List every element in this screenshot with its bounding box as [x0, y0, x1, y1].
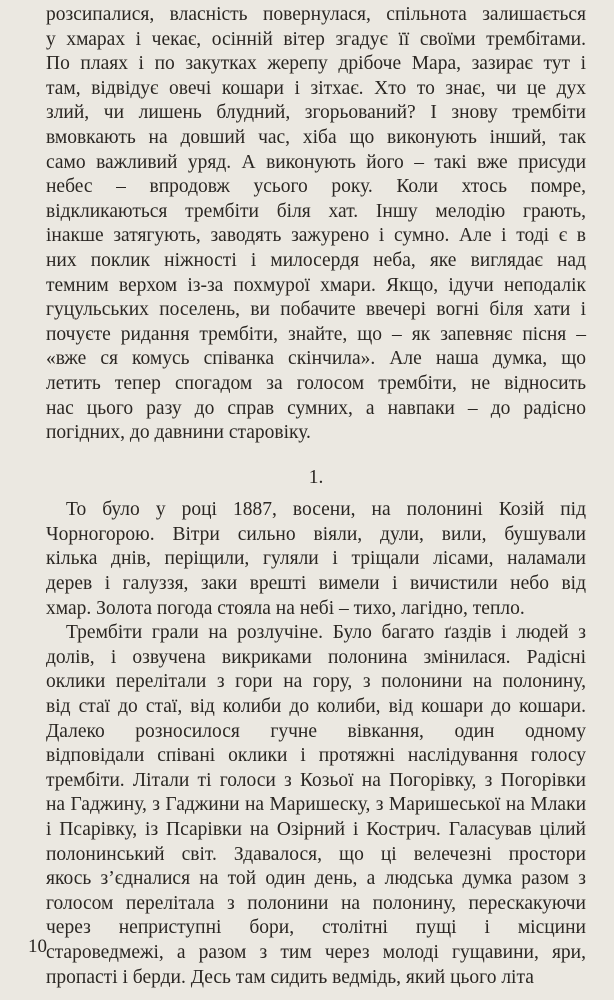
text-line: відповідали співані оклики і протяжні наслідування голосу	[46, 745, 586, 767]
text-line: від стаї до стаї, від колиби до колиби, від кошари до кошари.	[46, 696, 586, 718]
text-line: почуєте ридання трембіти, знайте, що – як запевняє пісня –	[46, 323, 586, 345]
text-line: летить тепер спогадом за голосом трембіти, не відносить	[46, 372, 586, 394]
text-line: вмовкають на довший час, хіба що виконують інший, так	[46, 126, 586, 148]
text-line: і Псарівку, із Псарівки на Озірний і Кострич. Галасував цілий	[46, 819, 586, 840]
paragraph	[46, 498, 586, 621]
text-line: темним верхом із-за похмурої хмари. Якщо, ідучи неподалік	[46, 274, 586, 296]
text-line: розсипалися, власність повернулася, спільнота залишається	[46, 4, 586, 25]
text-line: Чорногорою. Вітри сильно віяли, дули, вили, бушували	[46, 523, 586, 545]
body-text	[46, 3, 586, 990]
text-line: на Гаджину, з Гаджини на Маришеску, з Маришеської на Млаки	[46, 794, 586, 816]
text-line: інакше затягують, заводять зажурено і сумно. Але і тоді є в	[46, 225, 586, 247]
text-line: То було у році 1887, восени, на полонині Козій під	[66, 499, 586, 521]
text-line: долів, і озвучена викриками полонина змінилася. Радісні	[46, 646, 586, 668]
text-line: Трембіти грали на розлучіне. Було багато ґаздів і людей з	[66, 622, 586, 644]
text-line: оклики перелітали з гори на гору, з полонини на полонину,	[46, 671, 586, 693]
text-line: полонинський світ. Здавалося, що ці велечезні простори	[46, 843, 586, 865]
text-line: староведмежі, а разом з тим через молоді гущавини, яри,	[46, 941, 586, 963]
text-line: Далеко розносилося гучне вівкання, один одному	[46, 720, 586, 742]
text-line: пропасті і берди. Десь там сидить ведмідь, який цього літа	[46, 966, 534, 988]
section-heading: 1.	[308, 466, 324, 488]
text-line: якось з’єдналися на той один день, а людська думка разом з	[46, 868, 586, 890]
text-line: небес – впродовж усього року. Коли хтось помре,	[46, 176, 586, 198]
text-line: гуцульських поселень, ви побачите ввечері вогні біля хати і	[46, 299, 586, 321]
text-block-bottom	[46, 498, 586, 990]
text-block-top	[46, 3, 586, 446]
text-line: трембіти. Літали ті голоси з Козьої на Погорівку, з Погорівки	[46, 769, 586, 791]
text-line: По плаях і по закутках жерепу дрібоче Мара, зазирає тут і	[46, 53, 586, 75]
text-line: дерев і галуззя, заки врешті вимели і вичистили небо від	[46, 573, 586, 595]
page-number: 10	[28, 936, 47, 957]
text-line: само важливий уряд. А виконують його – такі вже присуди	[46, 151, 586, 173]
text-line: там, відвідує овечі кошари і зітхає. Хто то знає, чи це дух	[46, 77, 586, 99]
text-line: погідних, до давнини старовіку.	[46, 422, 311, 444]
text-line: злий, чи лишень блудний, згорьований? І знову трембіти	[46, 102, 586, 124]
text-line: голосом перелітала з полонини на полонину, перескакуючи	[46, 892, 586, 914]
text-line: них поклик ніжності і милосердя неба, яке виглядає над	[46, 249, 586, 271]
text-line: відкликаються трембіти біля хат. Іншу мелодію грають,	[46, 200, 586, 222]
text-line: у хмарах і чекає, осінній вітер згадує її своїми трембітами.	[46, 28, 586, 50]
text-line: хмар. Золота погода стояла на небі – тихо, лагідно, тепло.	[46, 597, 525, 619]
text-line: через неприступні бори, столітні пущі і місцини	[46, 917, 586, 939]
text-line: нас цього разу до справ сумних, а навпаки – до радісно	[46, 397, 586, 419]
paragraph	[46, 3, 586, 446]
text-line: кілька днів, періщили, гуляли і тріщали лісами, наламали	[46, 548, 586, 570]
paragraph	[46, 621, 586, 990]
text-line: «вже ся комусь співанка скінчила». Але наша думка, що	[46, 348, 586, 370]
